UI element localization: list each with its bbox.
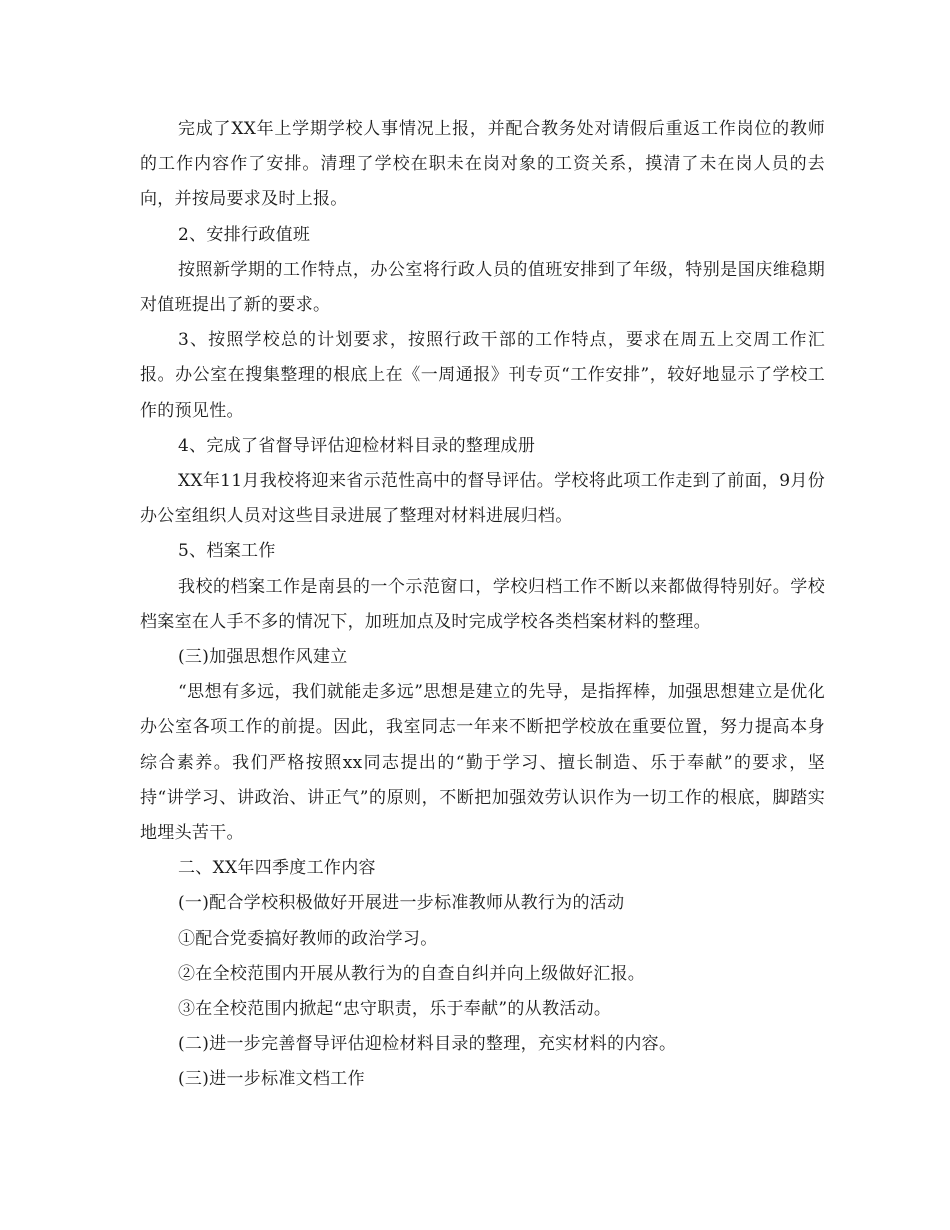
list-item-political-study: ①配合党委搞好教师的政治学习。 [178, 928, 438, 949]
heading-teacher-conduct: (一)配合学校积极做好开展进一步标准教师从教行为的活动 [178, 893, 625, 914]
paragraph-weekly-report: 3、按照学校总的计划要求，按照行政干部的工作特点，要求在周五上交周工作汇报。办公室在搜集整理的根底上在《一周通报》刊专页“工作安排”，较好地显示了学校工作的预见性。 [140, 330, 825, 421]
heading-inspection-materials: 4、完成了省督导评估迎检材料目录的整理成册 [178, 435, 536, 456]
paragraph-admin-duty: 按照新学期的工作特点，办公室将行政人员的值班安排到了年级，特别是国庆维稳期对值班提出了新的要求。 [140, 259, 825, 316]
paragraph-inspection-materials: XX年11月我校将迎来省示范性高中的督导评估。学校将此项工作走到了前面，9月份办公室组织人员对这些目录进展了整理对材料进展归档。 [140, 471, 825, 527]
paragraph-archive-work: 我校的档案工作是南县的一个示范窗口，学校归档工作不断以来都做得特别好。学校档案室在人手不多的情况下，加班加点及时完成学校各类档案材料的整理。 [140, 576, 825, 632]
document-body [140, 112, 825, 1098]
list-item-dedication-activity: ③在全校范围内掀起“忠守职责，乐于奉献”的从教活动。 [178, 999, 612, 1020]
heading-q4-work: 二、XX年四季度工作内容 [178, 858, 376, 879]
heading-archive-work: 5、档案工作 [178, 541, 276, 562]
paragraph-personnel-report: 完成了XX年上学期学校人事情况上报，并配合教务处对请假后重返工作岗位的教师的工作内容作了安排。清理了学校在职未在岗对象的工资关系，摸清了未在岗人员的去向，并按局要求及时上报。 [140, 119, 825, 210]
paragraph-thought-style: “思想有多远，我们就能走多远”思想是建立的先导，是指挥棒，加强思想建立是优化办公室各项工作的前提。因此，我室同志一年来不断把学校放在重要位置，努力提高本身综合素养。我们严格按照xx同志提出的“勤于学习、擅长制造、乐于奉献”的要求，坚持“讲学习、讲政治、讲正气”的原则，不断把加强效劳认识作为一切工作的根底，脚踏实地埋头苦干。 [140, 682, 825, 844]
heading-standardize-documents: (三)进一步标准文档工作 [178, 1069, 365, 1090]
list-item-self-check: ②在全校范围内开展从教行为的自查自纠并向上级做好汇报。 [178, 963, 646, 984]
heading-admin-duty: 2、安排行政值班 [178, 224, 311, 245]
heading-thought-style: (三)加强思想作风建立 [178, 647, 348, 668]
heading-improve-materials: (二)进一步完善督导评估迎检材料目录的整理，充实材料的内容。 [178, 1034, 677, 1055]
